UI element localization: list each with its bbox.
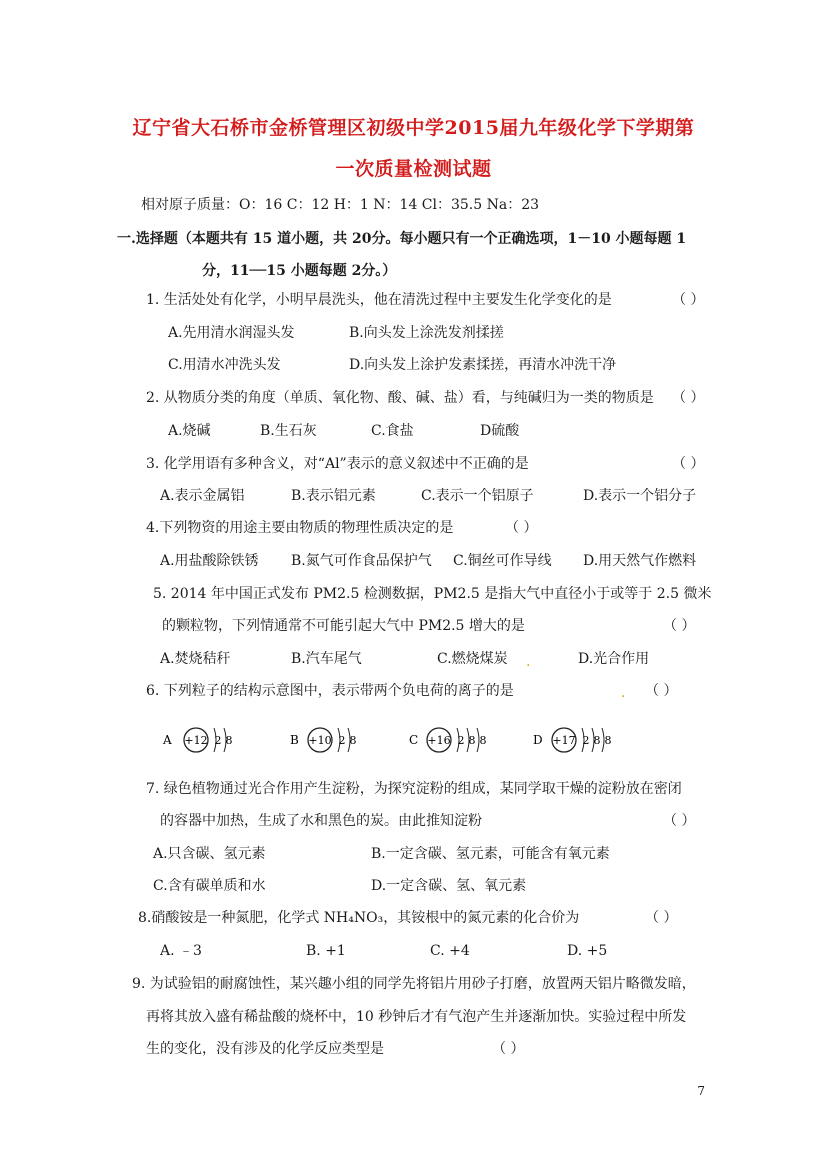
atom-nucleus: +17: [552, 734, 576, 747]
q7-stem-line1: 7. 绿色植物通过光合作用产生淀粉，为探究淀粉的组成，某同学取干燥的淀粉放在密闭: [146, 781, 682, 797]
q9-stem-line3: 生的变化，没有涉及的化学反应类型是: [146, 1041, 384, 1057]
q8-option-a: A. ﹣3: [160, 943, 202, 959]
atom-label: B: [290, 733, 299, 747]
q1-option-d: D.向头发上涂护发素揉搓，再清水冲洗干净: [349, 357, 617, 373]
q6-stem: 6. 下列粒子的结构示意图中，表示带两个负电荷的离子的是: [146, 683, 514, 699]
q8-option-b: B. +1: [306, 943, 346, 959]
atom-diagram-a: [163, 720, 253, 760]
page-number: 7: [697, 1084, 705, 1098]
atom-shell: 2: [338, 734, 346, 747]
q5-option-a: A.焚烧秸秆: [160, 651, 231, 667]
atom-label: A: [163, 733, 172, 747]
atom-shell: 8: [349, 734, 357, 747]
q3-option-d: D.表示一个铝分子: [583, 488, 697, 504]
q5-option-d: D.光合作用: [578, 651, 650, 667]
atom-nucleus: +10: [308, 734, 332, 747]
stray-dot: .: [621, 685, 626, 701]
atom-label: C: [409, 733, 419, 747]
exam-title-line1: 辽宁省大石桥市金桥管理区初级中学2015届九年级化学下学期第: [132, 117, 695, 139]
q7-option-a: A.只含碳、氢元素: [153, 846, 266, 862]
atom-shell: 8: [593, 734, 601, 747]
q3-stem: 3. 化学用语有多种含义，对“Al”表示的意义叙述中不正确的是: [146, 456, 529, 472]
q3-answer-paren: （ ）: [672, 456, 705, 472]
q3-option-a: A.表示金属铝: [160, 488, 245, 504]
q7-option-c: C.含有碳单质和水: [153, 878, 266, 894]
atomic-masses: 相对原子质量：O：16 C：12 H：1 N：14 Cl：35.5 Na：23: [141, 197, 540, 213]
q7-stem-line2: 的容器中加热，生成了水和黑色的炭。由此推知淀粉: [160, 813, 482, 829]
q6-answer-paren: （ ）: [645, 683, 678, 699]
q4-answer-paren: （ ）: [505, 520, 538, 536]
q4-option-a: A.用盐酸除铁锈: [160, 553, 259, 569]
q8-answer-paren: （ ）: [645, 910, 678, 926]
q8-option-d: D. +5: [567, 943, 608, 959]
q9-stem-line2: 再将其放入盛有稀盐酸的烧杯中，10 秒钟后才有气泡产生并逐渐加快。实验过程中所发: [146, 1009, 687, 1025]
q2-option-c: C.食盐: [371, 423, 414, 439]
q4-option-b: B.氮气可作食品保护气: [291, 553, 432, 569]
q8-stem: 8.硝酸铵是一种氮肥，化学式 NH₄NO₃，其铵根中的氮元素的化合价为: [138, 910, 580, 926]
q1-option-a: A.先用清水润湿头发: [168, 325, 295, 341]
q5-answer-paren: （ ）: [663, 618, 696, 634]
atom-diagram-d: [533, 720, 633, 760]
q1-option-b: B.向头发上涂洗发剂揉搓: [349, 325, 504, 341]
q1-option-c: C.用清水冲洗头发: [168, 357, 281, 373]
atom-shell: 2: [582, 734, 590, 747]
q9-answer-paren: （ ）: [492, 1041, 525, 1057]
atom-shell: 2: [457, 734, 465, 747]
q2-option-b: B.生石灰: [260, 423, 317, 439]
q7-option-d: D.一定含碳、氢、氧元素: [371, 878, 527, 894]
q3-option-b: B.表示铝元素: [291, 488, 376, 504]
q2-option-a: A.烧碱: [168, 423, 211, 439]
section-heading-line1: 一.选择题（本题共有 15 道小题，共 20分。每小题只有一个正确选项，1－10 小题每题 1: [117, 231, 687, 247]
exam-title-line2: 一次质量检测试题: [335, 158, 492, 180]
q7-answer-paren: （ ）: [663, 813, 696, 829]
atom-nucleus: +12: [184, 734, 208, 747]
section-heading-line2: 分，11──15 小题每题 2分。）: [202, 263, 397, 279]
atom-shell: 2: [214, 734, 222, 747]
q2-answer-paren: （ ）: [672, 390, 705, 406]
q5-option-b: B.汽车尾气: [291, 651, 362, 667]
q7-option-b: B.一定含碳、氢元素，可能含有氧元素: [371, 846, 610, 862]
q4-option-c: C.铜丝可作导线: [453, 553, 552, 569]
q1-answer-paren: （ ）: [672, 292, 705, 308]
q2-option-d: D硫酸: [480, 423, 520, 439]
q5-stem-line1: 5. 2014 年中国正式发布 PM2.5 检测数据，PM2.5 是指大气中直径小于或等于 2.5 微米: [153, 586, 712, 602]
q4-option-d: D.用天然气作燃料: [583, 553, 697, 569]
atom-diagram-c: [409, 720, 509, 760]
q5-option-c: C.燃烧煤炭: [437, 651, 508, 667]
atom-shell: 8: [225, 734, 233, 747]
q8-option-c: C. +4: [430, 943, 470, 959]
q9-stem-line1: 9. 为试验铝的耐腐蚀性，某兴趣小组的同学先将铝片用砂子打磨，放置两天铝片略微发暗，: [132, 976, 696, 992]
stray-dot: .: [526, 654, 531, 670]
atom-label: D: [533, 733, 543, 747]
atom-nucleus: +16: [427, 734, 451, 747]
q1-stem: 1. 生活处处有化学，小明早晨洗头，他在清洗过程中主要发生化学变化的是: [146, 292, 612, 308]
q2-stem: 2. 从物质分类的角度（单质、氧化物、酸、碱、盐）看，与纯碱归为一类的物质是: [146, 390, 654, 406]
atom-shell: 8: [604, 734, 612, 747]
q3-option-c: C.表示一个铝原子: [421, 488, 534, 504]
q4-stem: 4.下列物资的用途主要由物质的物理性质决定的是: [146, 520, 454, 536]
atom-shell: 8: [468, 734, 476, 747]
atom-shell: 8: [479, 734, 487, 747]
atom-diagram-b: [290, 720, 380, 760]
q5-stem-line2: 的颗粒物，下列情通常不可能引起大气中 PM2.5 增大的是: [162, 618, 525, 634]
